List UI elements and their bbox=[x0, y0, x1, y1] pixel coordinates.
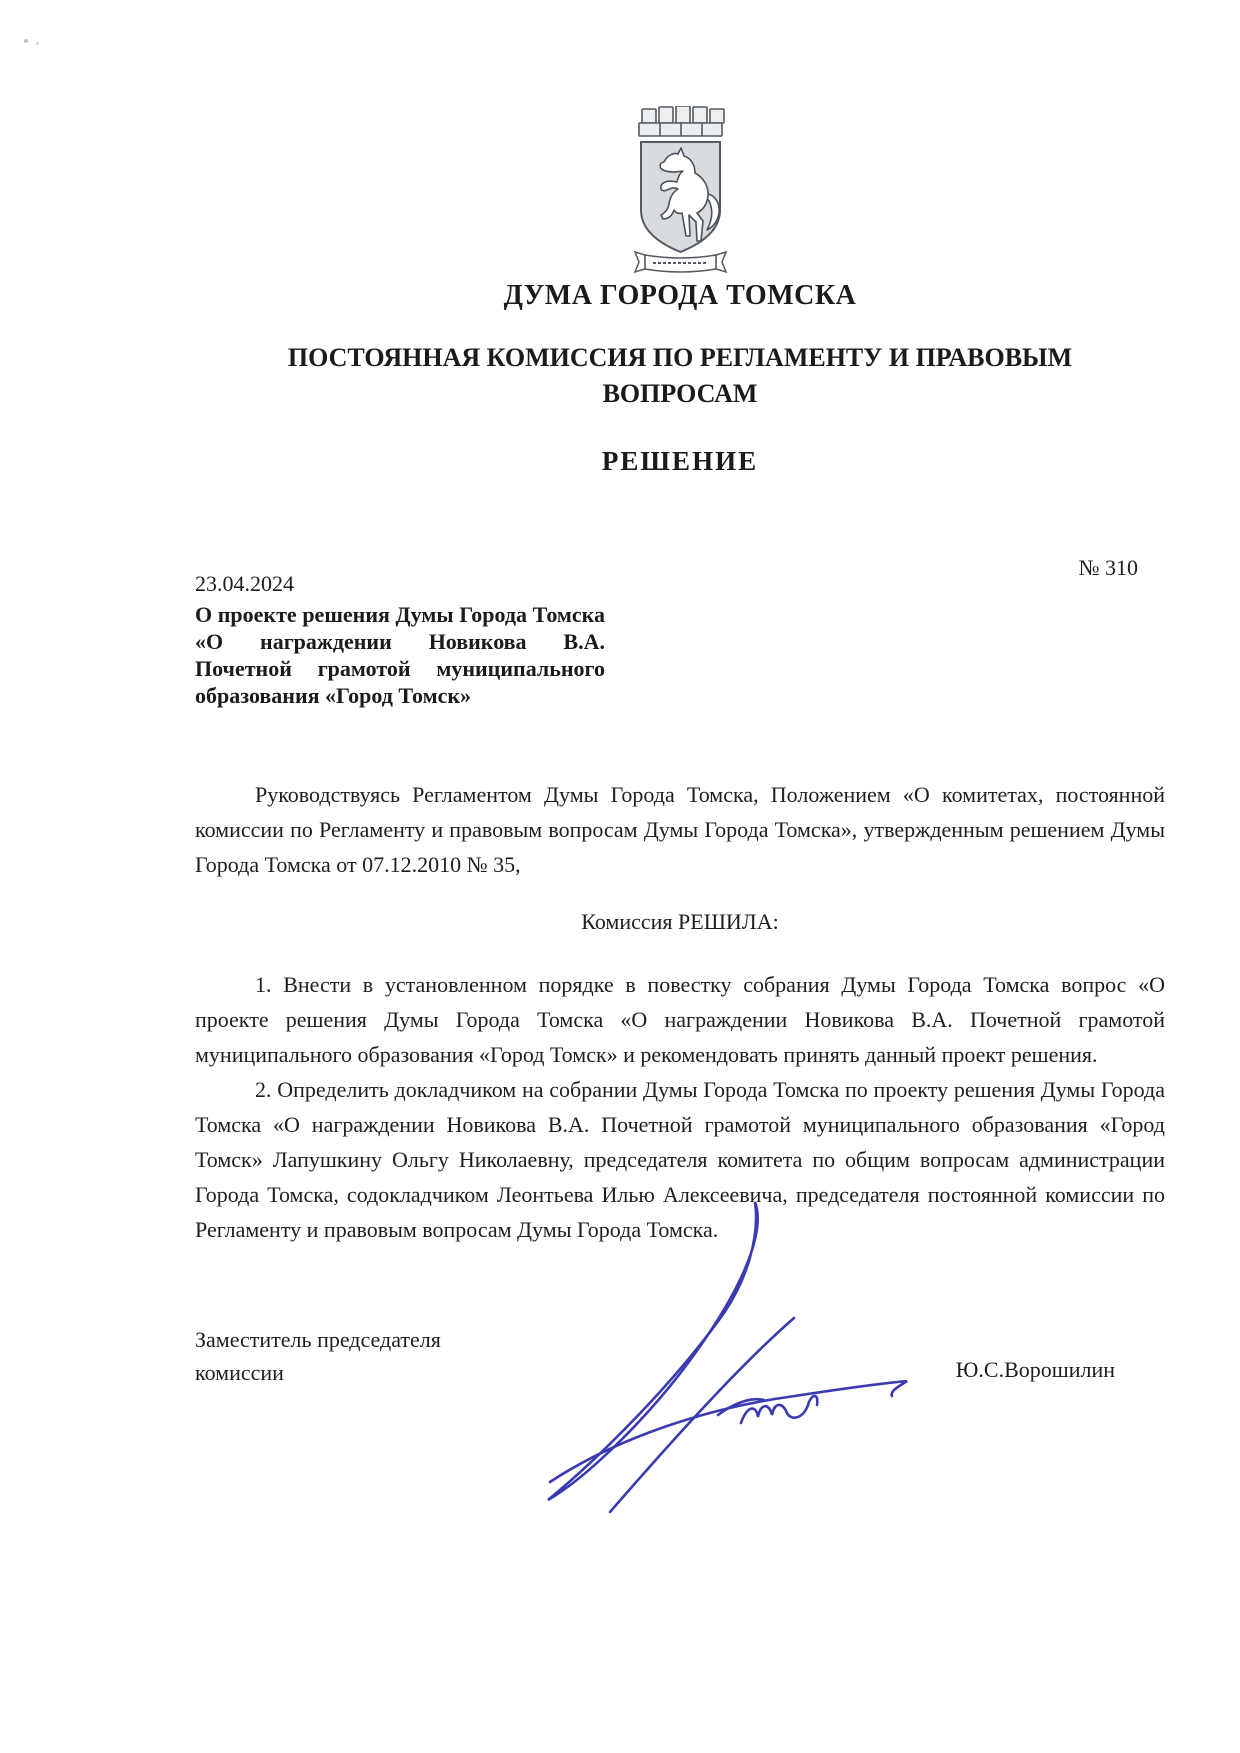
resolution-heading: Комиссия РЕШИЛА: bbox=[581, 909, 779, 934]
scan-artifact-dot bbox=[36, 42, 39, 45]
resolution-item-1: 1. Внести в установленном порядке в повестку собрания Думы Города Томска вопрос «О проекте решения Думы Города Томска «О награждении Новикова В.А. Почетной грамотой муниципального образования «Город Томск» и рекомендовать принять данный проект решения. bbox=[195, 972, 1165, 1067]
signature-swoosh bbox=[550, 1381, 907, 1482]
signer-position: Заместитель председателя комиссии bbox=[195, 1327, 441, 1385]
ribbon bbox=[635, 252, 726, 272]
preamble-paragraph: Руководствуясь Регламентом Думы Города Томска, Положением «О комитетах, постоянной комиссии по Регламенту и правовым вопросам Думы Города Томска», утвержденным решением Думы Города Томска от 07.12.2010 № 35, bbox=[195, 782, 1165, 877]
coat-of-arms-block bbox=[195, 0, 1165, 274]
document-number: № 310 bbox=[1078, 555, 1138, 580]
tomsk-coat-of-arms-icon bbox=[633, 106, 728, 274]
signature-squiggle bbox=[718, 1396, 817, 1423]
document-date: 23.04.2024 bbox=[195, 571, 294, 596]
document-content bbox=[195, 0, 1165, 1389]
resolution-item-2: 2. Определить докладчиком на собрании Думы Города Томска по проекту решения Думы Города Томска «О награждении Новикова В.А. Почетной грамотой муниципального образования «Город Томск» Лапушкину Ольгу Николаевну, председателя комитета по общим вопросам администрации Города Томска, содокладчиком Леонтьева Илью Алексеевича, председателя постоянной комиссии по Регламенту и правовым вопросам Думы Города Томска. bbox=[195, 1077, 1165, 1242]
signer-name: Ю.С.Ворошилин bbox=[955, 1357, 1115, 1382]
scan-artifact-dot bbox=[24, 39, 28, 43]
mural-crown bbox=[639, 106, 724, 136]
document-subject: О проекте решения Думы Города Томска «О награждении Новикова В.А. Почетной грамотой муниципального образования «Город Томск» bbox=[195, 602, 605, 708]
organization-title: ДУМА ГОРОДА ТОМСКА bbox=[503, 280, 857, 311]
meta-row bbox=[195, 555, 1165, 596]
document-type-title: РЕШЕНИЕ bbox=[601, 446, 759, 476]
signature-block bbox=[195, 1323, 1165, 1389]
commission-title: ПОСТОЯННАЯ КОМИССИЯ ПО РЕГЛАМЕНТУ И ПРАВОВЫМ ВОПРОСАМ bbox=[287, 343, 1073, 408]
